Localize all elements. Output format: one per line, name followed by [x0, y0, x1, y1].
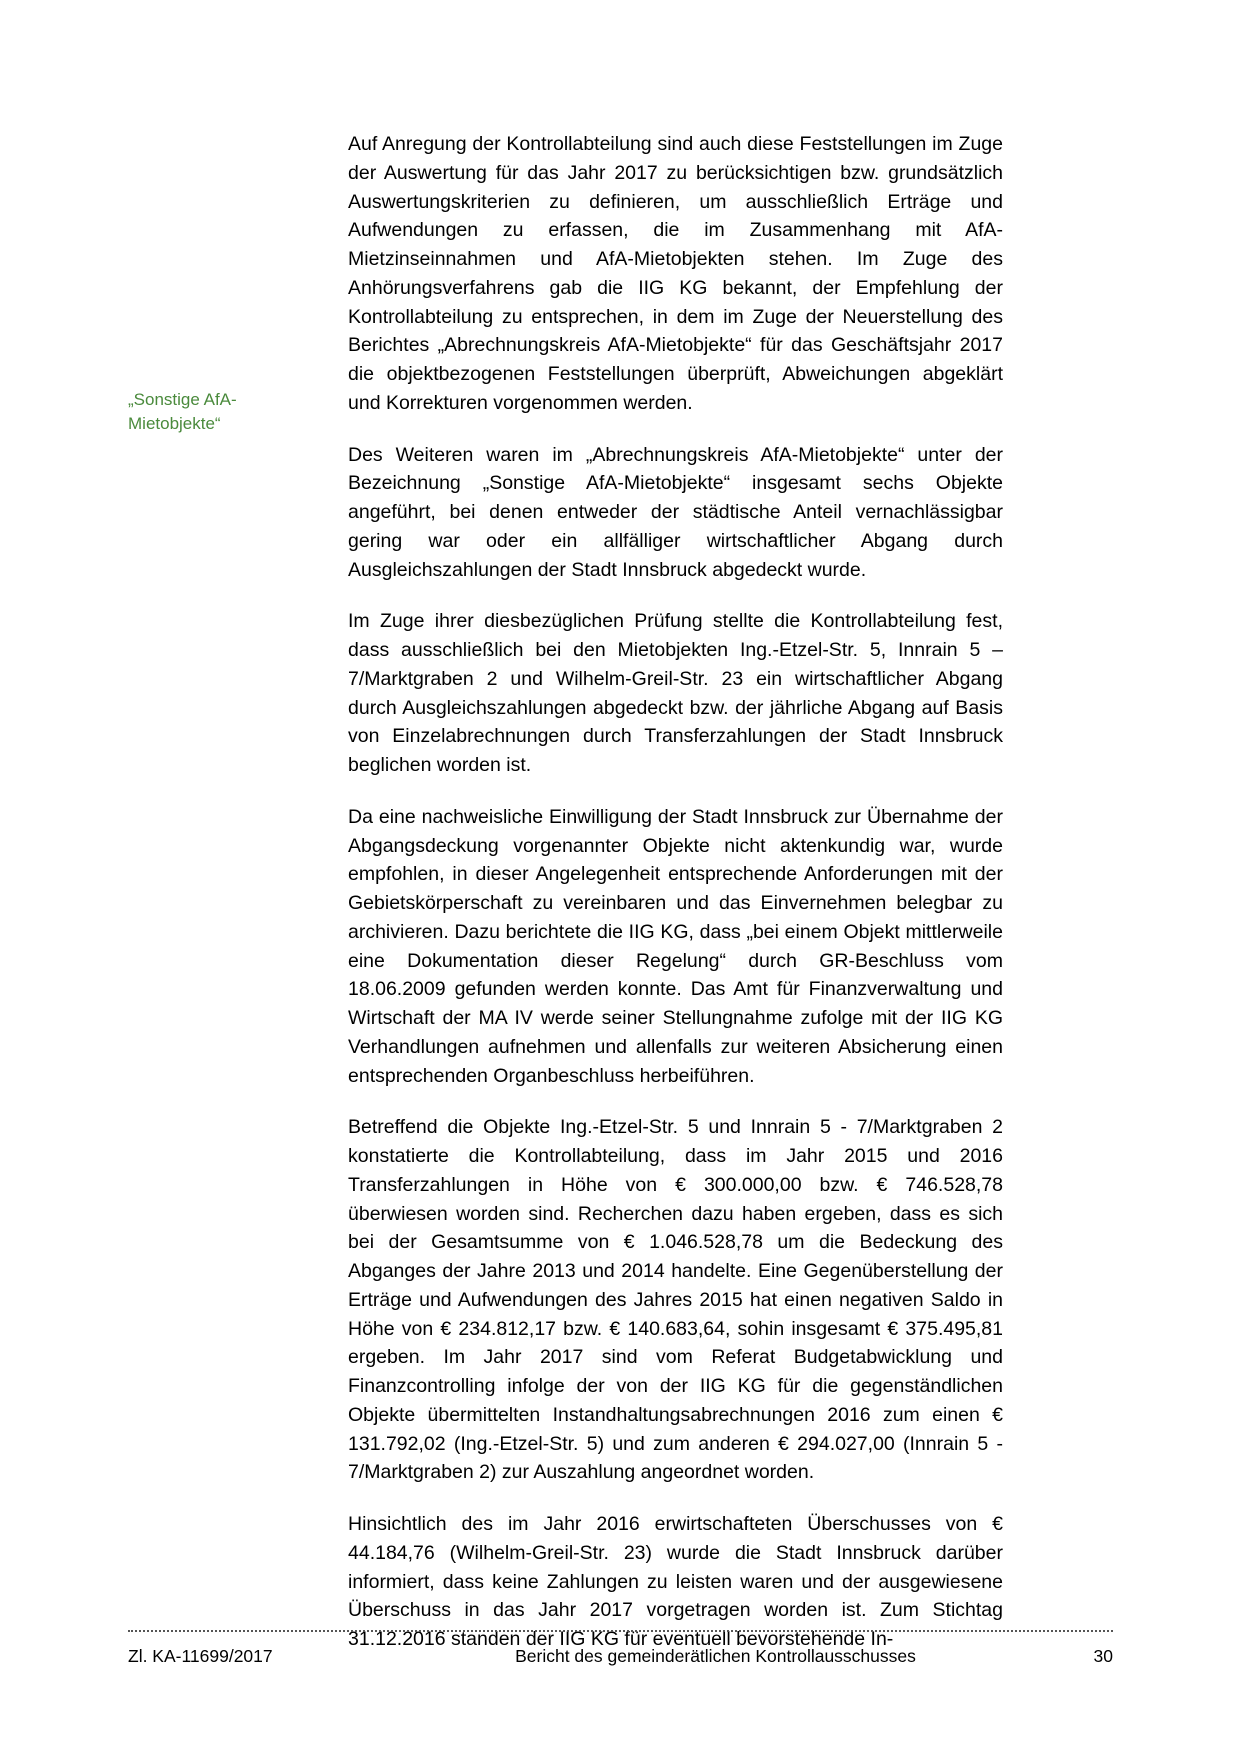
footer-row — [128, 1646, 1113, 1667]
paragraph-3: Im Zuge ihrer diesbezüglichen Prüfung stellte die Kontrollabteilung fest, dass ausschließlich bei den Mietobjekten Ing.-Etzel-Str. 5, Innrain 5 – 7/Marktgraben 2 und Wilhelm-Greil-Str. 23 ein wirtschaftlicher Abgang durch Ausgleichszahlungen abgedeckt bzw. der jährliche Abgang auf Basis von Einzelabrechnungen durch Transferzahlungen der Stadt Innsbruck beglichen worden ist. — [348, 610, 1003, 776]
page-footer — [128, 1630, 1113, 1667]
paragraph-4: Da eine nachweisliche Einwilligung der Stadt Innsbruck zur Übernahme der Abgangsdeckung vorgenannter Objekte nicht aktenkundig war, wurde empfohlen, in dieser Angelegenheit entsprechende Anforderungen mit der Gebietskörperschaft zu vereinbaren und das Einvernehmen belegbar zu archivieren. Dazu berichtete die IIG KG, dass „bei einem Objekt mittlerweile eine Dokumentation dieser Regelung“ durch GR-Beschluss vom 18.06.2009 gefunden werden konnte. Das Amt für Finanzverwaltung und Wirtschaft der MA IV werde seiner Stellungnahme zufolge mit der IIG KG Verhandlungen aufnehmen und allenfalls zur weiteren Absicherung einen entsprechenden Organbeschluss herbeiführen. — [348, 805, 1003, 1087]
paragraph-2: Des Weiteren waren im „Abrechnungskreis AfA-Mietobjekte“ unter der Bezeichnung „Sonstige AfA-Mietobjekte“ insgesamt sechs Objekte angeführt, bei denen entweder der städtische Anteil vernachlässigbar gering war oder ein allfälliger wirtschaftlicher Abgang durch Ausgleichszahlungen der Stadt Innsbruck abgedeckt wurde. — [348, 443, 1003, 581]
footer-divider — [128, 1630, 1113, 1632]
footer-reference-number: Zl. KA-11699/2017 — [128, 1646, 273, 1666]
footer-page-number: 30 — [1093, 1646, 1113, 1666]
paragraph-1: Auf Anregung der Kontrollabteilung sind auch diese Feststellungen im Zuge der Auswertung für das Jahr 2017 zu berücksichtigen bzw. grundsätzlich Auswertungskriterien zu definieren, um ausschließlich Erträge und Aufwendungen zu erfassen, die im Zusammenhang mit AfA-Mietzinseinnahmen und AfA-Mietobjekten stehen. Im Zuge des Anhörungsverfahrens gab die IIG KG bekannt, der Empfehlung der Kontrollabteilung zu entsprechen, in dem im Zuge der Neuerstellung des Berichtes „Abrechnungskreis AfA-Mietobjekte“ für das Geschäftsjahr 2017 die objektbezogenen Feststellungen überprüft, Abweichungen abgeklärt und Korrekturen vorgenommen werden. — [348, 133, 1003, 414]
margin-note-sonstige-afa-mietobjekte: „Sonstige AfA-Mietobjekte“ — [128, 390, 237, 434]
body-column — [348, 130, 1003, 1654]
paragraph-6: Hinsichtlich des im Jahr 2016 erwirtschafteten Überschusses von € 44.184,76 (Wilhelm-Greil-Str. 23) wurde die Stadt Innsbruck darüber informiert, dass keine Zahlungen zu leisten waren und der ausgewiesene Überschuss in das Jahr 2017 vorgetragen worden ist. Zum Stichtag 31.12.2016 standen der IIG KG für eventuell bevorstehende In- — [348, 1513, 1003, 1650]
paragraph-5: Betreffend die Objekte Ing.-Etzel-Str. 5 und Innrain 5 - 7/Marktgraben 2 konstatierte die Kontrollabteilung, dass im Jahr 2015 und 2016 Transferzahlungen in Höhe von € 300.000,00 bzw. € 746.528,78 überwiesen worden sind. Recherchen dazu haben ergeben, dass es sich bei der Gesamtsumme von € 1.046.528,78 um die Bedeckung des Abganges der Jahre 2013 und 2014 handelte. Eine Gegenüberstellung der Erträge und Aufwendungen des Jahres 2015 hat einen negativen Saldo in Höhe von € 234.812,17 bzw. € 140.683,64, sohin insgesamt € 375.495,81 ergeben. Im Jahr 2017 sind vom Referat Budgetabwicklung und Finanzcontrolling infolge der von der IIG KG für die gegenständlichen Objekte übermittelten Instandhaltungsabrechnungen 2016 zum einen € 131.792,02 (Ing.-Etzel-Str. 5) und zum anderen € 294.027,00 (Innrain 5 - 7/Marktgraben 2) zur Auszahlung angeordnet worden. — [348, 1116, 1003, 1484]
footer-title: Bericht des gemeinderätlichen Kontrollausschusses — [515, 1646, 916, 1666]
